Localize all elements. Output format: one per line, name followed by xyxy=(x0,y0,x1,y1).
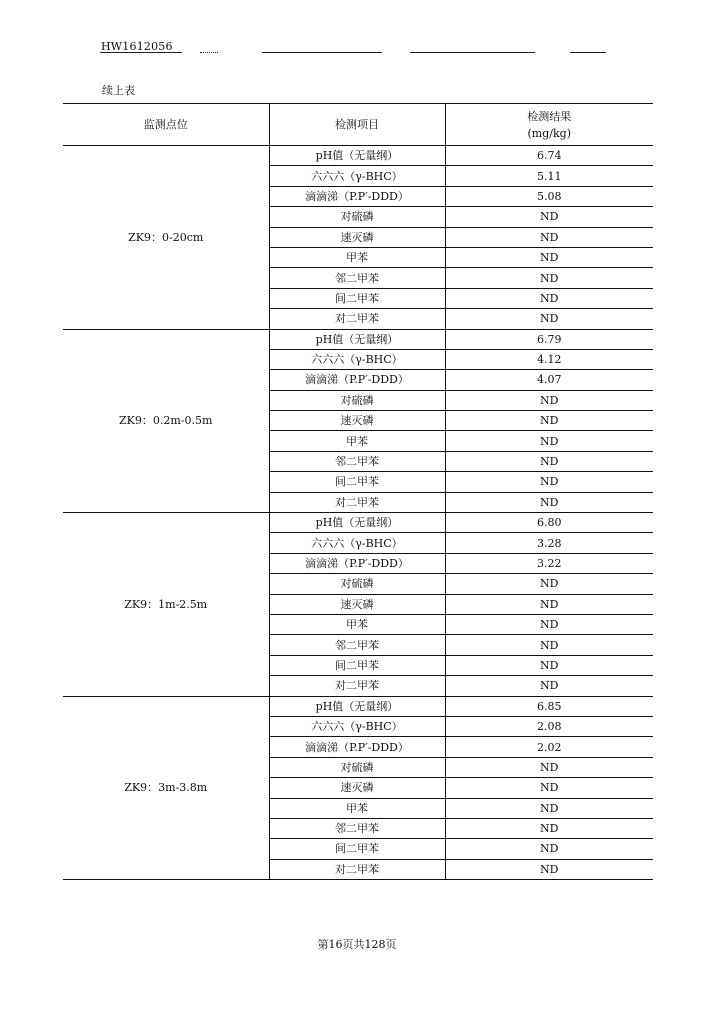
result-cell: ND xyxy=(445,431,653,451)
result-cell: ND xyxy=(445,594,653,614)
item-cell: 对硫磷 xyxy=(269,574,445,594)
result-cell: 5.11 xyxy=(445,166,653,186)
item-cell: 间二甲苯 xyxy=(269,288,445,308)
table-header-row xyxy=(63,104,653,146)
table-row xyxy=(63,513,653,533)
result-cell: 3.28 xyxy=(445,533,653,553)
page-number: 第16页共128页 xyxy=(317,938,397,951)
column-header-site: 监测点位 xyxy=(63,104,269,146)
item-cell: 滴滴涕（P.P′-DDD） xyxy=(269,553,445,573)
table-row xyxy=(63,329,653,349)
result-cell: 6.80 xyxy=(445,513,653,533)
result-cell: ND xyxy=(445,309,653,329)
item-cell: 六六六（γ-BHC） xyxy=(269,166,445,186)
item-cell: 间二甲苯 xyxy=(269,655,445,675)
table-row xyxy=(63,146,653,166)
result-cell: ND xyxy=(445,390,653,410)
item-cell: 对二甲苯 xyxy=(269,492,445,512)
result-cell: 2.08 xyxy=(445,716,653,736)
item-cell: 六六六（γ-BHC） xyxy=(269,349,445,369)
column-header-result-unit: (mg/kg) xyxy=(527,126,571,140)
column-header-item: 检测项目 xyxy=(269,104,445,146)
item-cell: 滴滴涕（P.P′-DDD） xyxy=(269,370,445,390)
result-cell: ND xyxy=(445,207,653,227)
result-cell: ND xyxy=(445,268,653,288)
item-cell: 邻二甲苯 xyxy=(269,451,445,471)
item-cell: 邻二甲苯 xyxy=(269,268,445,288)
item-cell: 甲苯 xyxy=(269,614,445,634)
result-cell: ND xyxy=(445,492,653,512)
result-cell: ND xyxy=(445,676,653,696)
result-cell: ND xyxy=(445,614,653,634)
result-cell: 6.79 xyxy=(445,329,653,349)
result-cell: ND xyxy=(445,635,653,655)
result-cell: 3.22 xyxy=(445,553,653,573)
item-cell: 滴滴涕（P.P′-DDD） xyxy=(269,737,445,757)
result-cell: ND xyxy=(445,227,653,247)
result-cell: ND xyxy=(445,247,653,267)
column-header-result-label: 检测结果 xyxy=(527,109,572,123)
continued-label: 续上表 xyxy=(102,84,135,97)
item-cell: 对硫磷 xyxy=(269,207,445,227)
result-cell: ND xyxy=(445,778,653,798)
result-cell: 4.12 xyxy=(445,349,653,369)
result-cell: 5.08 xyxy=(445,186,653,206)
result-cell: ND xyxy=(445,288,653,308)
result-cell: ND xyxy=(445,757,653,777)
results-table xyxy=(63,103,653,880)
result-cell: 2.02 xyxy=(445,737,653,757)
header-rule xyxy=(200,52,218,53)
item-cell: pH值（无量纲） xyxy=(269,513,445,533)
report-id: HW1612056 xyxy=(101,40,173,53)
header-rule xyxy=(570,52,606,53)
item-cell: 间二甲苯 xyxy=(269,472,445,492)
result-cell: ND xyxy=(445,818,653,838)
item-cell: 六六六（γ-BHC） xyxy=(269,533,445,553)
item-cell: 对硫磷 xyxy=(269,757,445,777)
item-cell: 速灭磷 xyxy=(269,594,445,614)
item-cell: 速灭磷 xyxy=(269,227,445,247)
result-cell: ND xyxy=(445,798,653,818)
column-header-result xyxy=(445,104,653,146)
item-cell: 邻二甲苯 xyxy=(269,635,445,655)
item-cell: 速灭磷 xyxy=(269,778,445,798)
result-cell: 6.74 xyxy=(445,146,653,166)
item-cell: 对二甲苯 xyxy=(269,309,445,329)
item-cell: 滴滴涕（P.P′-DDD） xyxy=(269,186,445,206)
item-cell: 甲苯 xyxy=(269,798,445,818)
header-rule xyxy=(262,52,382,53)
header-rule xyxy=(100,52,182,53)
table-row xyxy=(63,696,653,716)
item-cell: pH值（无量纲） xyxy=(269,146,445,166)
item-cell: 甲苯 xyxy=(269,431,445,451)
item-cell: pH值（无量纲） xyxy=(269,329,445,349)
item-cell: 邻二甲苯 xyxy=(269,818,445,838)
result-cell: ND xyxy=(445,411,653,431)
result-cell: ND xyxy=(445,451,653,471)
result-cell: ND xyxy=(445,859,653,879)
item-cell: 六六六（γ-BHC） xyxy=(269,716,445,736)
result-cell: ND xyxy=(445,472,653,492)
header-rule xyxy=(410,52,535,53)
item-cell: 对二甲苯 xyxy=(269,859,445,879)
site-cell: ZK9：0.2m-0.5m xyxy=(63,329,269,513)
result-cell: ND xyxy=(445,839,653,859)
item-cell: 对硫磷 xyxy=(269,390,445,410)
site-cell: ZK9：0-20cm xyxy=(63,146,269,330)
result-cell: 4.07 xyxy=(445,370,653,390)
result-cell: ND xyxy=(445,574,653,594)
item-cell: 对二甲苯 xyxy=(269,676,445,696)
item-cell: 间二甲苯 xyxy=(269,839,445,859)
site-cell: ZK9：1m-2.5m xyxy=(63,513,269,697)
site-cell: ZK9：3m-3.8m xyxy=(63,696,269,880)
table-body xyxy=(63,146,653,880)
item-cell: 速灭磷 xyxy=(269,411,445,431)
item-cell: pH值（无量纲） xyxy=(269,696,445,716)
item-cell: 甲苯 xyxy=(269,247,445,267)
result-cell: ND xyxy=(445,655,653,675)
result-cell: 6.85 xyxy=(445,696,653,716)
